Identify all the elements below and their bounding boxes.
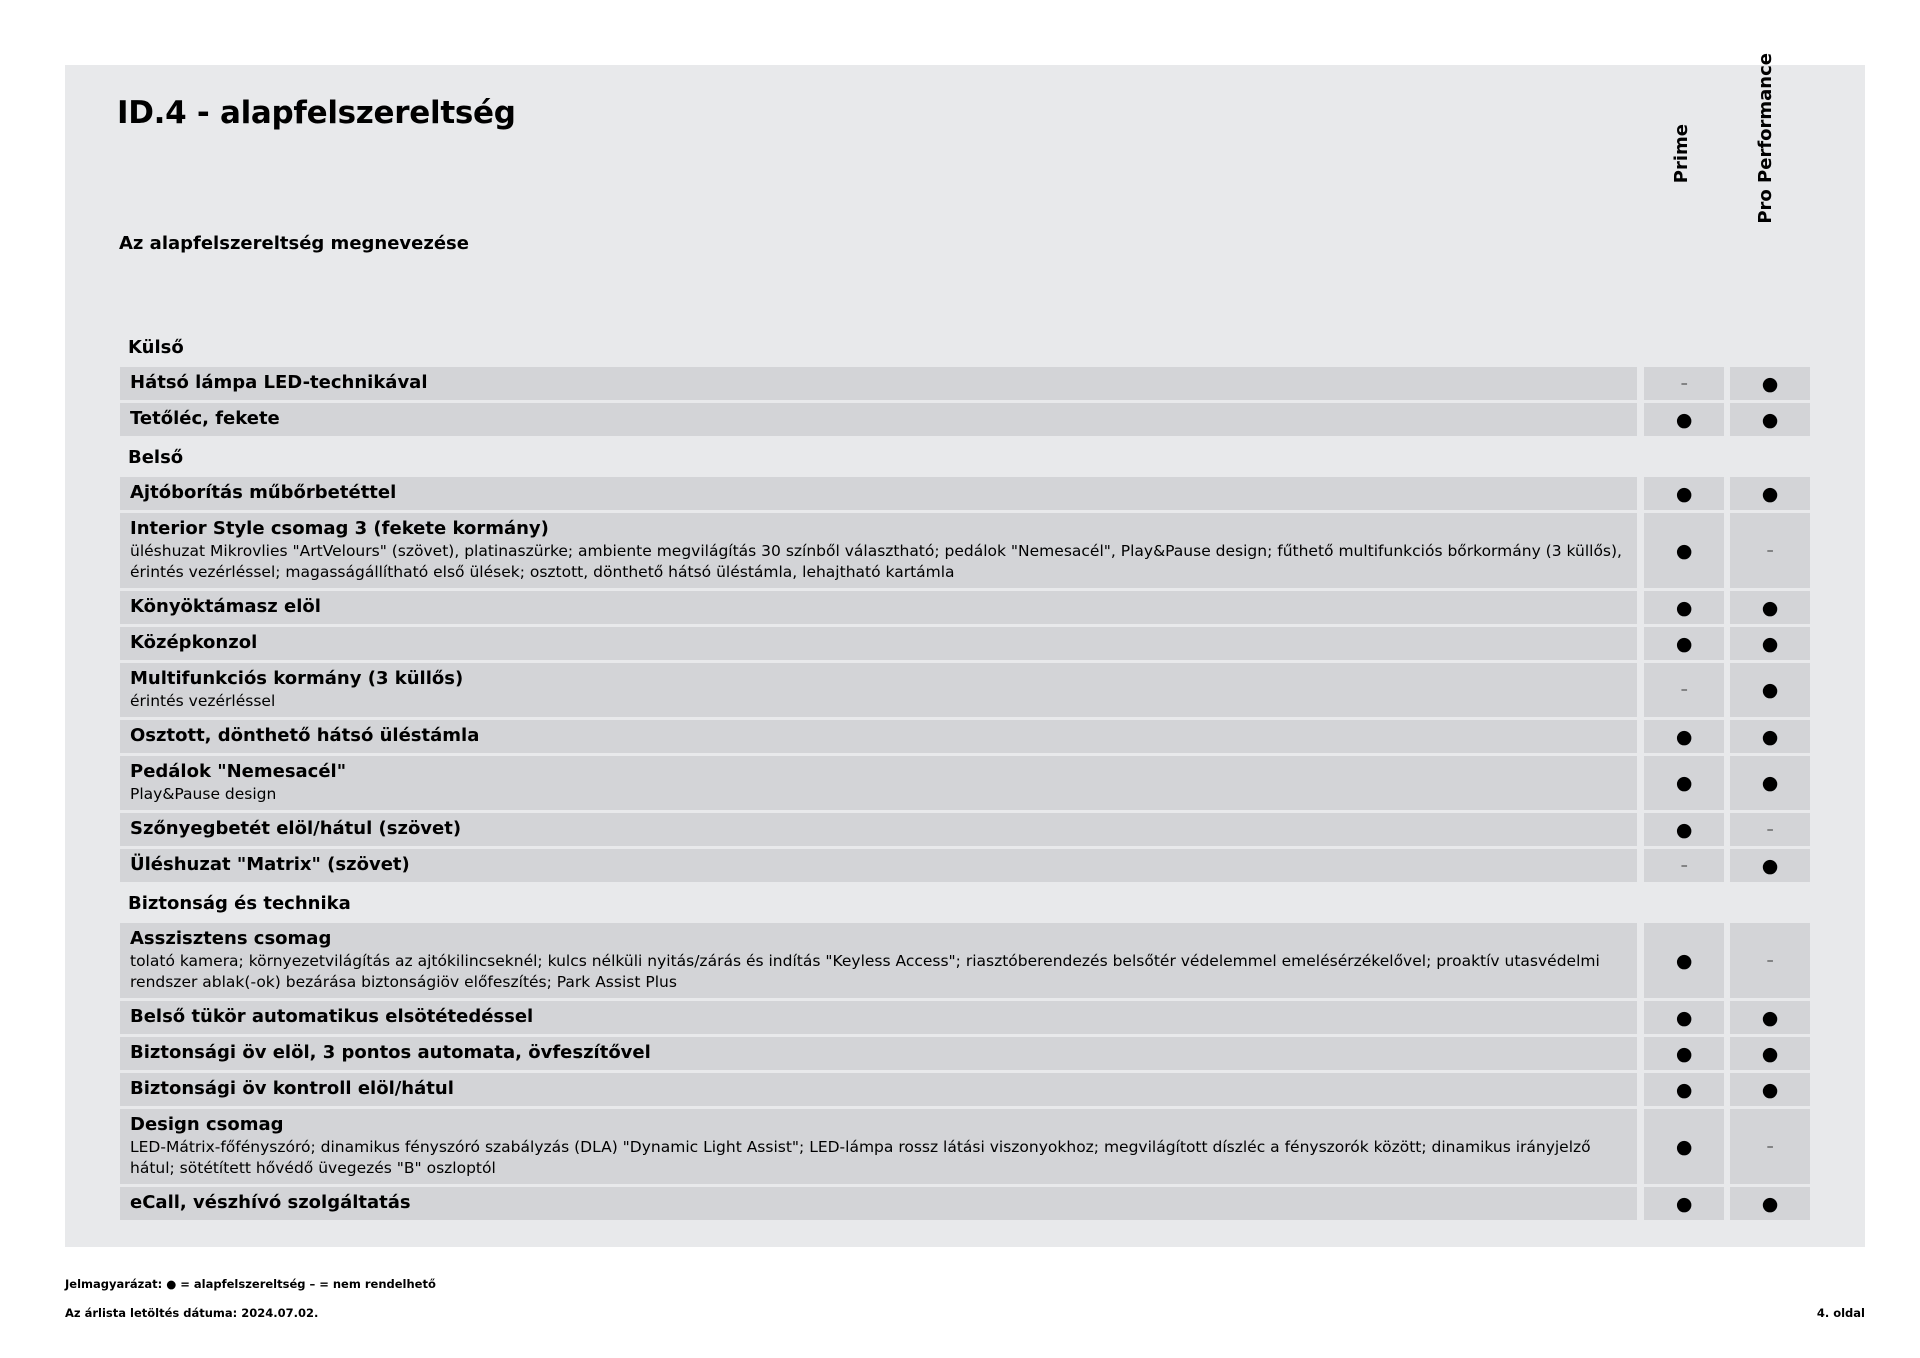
value-cell-prime bbox=[1644, 813, 1724, 846]
table-row bbox=[120, 1073, 1810, 1106]
feature-cell bbox=[120, 477, 1637, 510]
standard-mark: ● bbox=[1675, 772, 1693, 794]
not-available-mark: – bbox=[1680, 375, 1688, 392]
feature-name: Osztott, dönthető hátsó üléstámla bbox=[130, 725, 480, 746]
feature-description: tolató kamera; környezetvilágítás az ajtókilincseknél; kulcs nélküli nyitás/zárás és indítás "Keyless Access"; riasztóberendezés belsőtér védelemmel emelésérzékelővel; proaktív utasvédelmi rendszer ablak(-ok) bezárása biztonságiöv előfeszítés; Park Assist Plus bbox=[130, 952, 1600, 991]
value-cell-pro-performance bbox=[1730, 849, 1810, 882]
column-label: Az alapfelszereltség megnevezése bbox=[119, 233, 469, 254]
value-cell-pro-performance bbox=[1730, 756, 1810, 810]
feature-cell bbox=[120, 1109, 1637, 1184]
value-cell-prime bbox=[1644, 513, 1724, 588]
standard-mark: ● bbox=[1675, 482, 1693, 505]
table-row bbox=[120, 367, 1810, 400]
feature-cell bbox=[120, 1037, 1637, 1070]
feature-cell bbox=[120, 756, 1637, 810]
standard-mark: ● bbox=[1761, 632, 1779, 655]
feature-name: Biztonsági öv elöl, 3 pontos automata, övfeszítővel bbox=[130, 1042, 651, 1063]
feature-name: Pedálok "Nemesacél" bbox=[130, 761, 347, 782]
standard-mark: ● bbox=[1761, 772, 1779, 794]
feature-cell bbox=[120, 1001, 1637, 1034]
table-row bbox=[120, 923, 1810, 998]
feature-cell bbox=[120, 513, 1637, 588]
value-cell-prime bbox=[1644, 923, 1724, 998]
standard-mark: ● bbox=[1761, 1078, 1779, 1101]
standard-mark: ● bbox=[1761, 596, 1779, 619]
value-cell-prime bbox=[1644, 367, 1724, 400]
standard-mark: ● bbox=[1761, 482, 1779, 505]
value-cell-prime bbox=[1644, 756, 1724, 810]
feature-name: Belső tükör automatikus elsötétedéssel bbox=[130, 1006, 534, 1027]
value-cell-prime bbox=[1644, 1187, 1724, 1220]
feature-cell bbox=[120, 663, 1637, 717]
value-cell-pro-performance bbox=[1730, 1037, 1810, 1070]
feature-description: érintés vezérléssel bbox=[130, 692, 276, 710]
equipment-panel bbox=[65, 53, 1865, 1247]
value-cell-pro-performance bbox=[1730, 1187, 1810, 1220]
standard-mark: ● bbox=[1675, 1042, 1693, 1065]
feature-name: Könyöktámasz elöl bbox=[130, 596, 321, 617]
page-number: 4. oldal bbox=[1816, 1306, 1865, 1320]
feature-cell bbox=[120, 591, 1637, 624]
feature-cell bbox=[120, 403, 1637, 436]
feature-name: Üléshuzat "Matrix" (szövet) bbox=[130, 854, 410, 875]
feature-cell bbox=[120, 627, 1637, 660]
value-cell-pro-performance bbox=[1730, 513, 1810, 588]
table-row bbox=[120, 849, 1810, 882]
not-available-mark: – bbox=[1766, 952, 1774, 969]
feature-description: LED-Mátrix-főfényszóró; dinamikus fényszóró szabályzás (DLA) "Dynamic Light Assist"; LED-lámpa rossz látási viszonyokhoz; megvilágított díszléc a fényszorók között; dinamikus irányjelző hátul; sötétített hővédő üvegezés "B" oszloptól bbox=[130, 1138, 1591, 1177]
standard-mark: ● bbox=[1761, 1042, 1779, 1065]
table-row bbox=[120, 477, 1810, 510]
standard-mark: ● bbox=[1761, 372, 1779, 395]
standard-mark: ● bbox=[1761, 1192, 1779, 1215]
table-row bbox=[120, 756, 1810, 810]
feature-cell bbox=[120, 1187, 1637, 1220]
page-title: ID.4 - alapfelszereltség bbox=[117, 95, 516, 131]
table-row bbox=[120, 1187, 1810, 1220]
value-cell-pro-performance bbox=[1730, 923, 1810, 998]
value-cell-pro-performance bbox=[1730, 1001, 1810, 1034]
value-cell-pro-performance bbox=[1730, 720, 1810, 753]
feature-name: Középkonzol bbox=[130, 632, 258, 653]
value-cell-prime bbox=[1644, 403, 1724, 436]
value-cell-prime bbox=[1644, 1073, 1724, 1106]
legend: Jelmagyarázat: ● = alapfelszereltség – = nem rendelhető bbox=[65, 1277, 436, 1291]
standard-mark: ● bbox=[1675, 949, 1693, 972]
not-available-mark: – bbox=[1766, 1138, 1774, 1155]
section-heading: Belső bbox=[128, 447, 184, 468]
section-heading: Biztonság és technika bbox=[128, 893, 351, 914]
not-available-mark: – bbox=[1766, 821, 1774, 838]
table-row bbox=[120, 720, 1810, 753]
value-cell-pro-performance bbox=[1730, 813, 1810, 846]
value-cell-prime bbox=[1644, 477, 1724, 510]
feature-description: üléshuzat Mikrovlies "ArtVelours" (szövet), platinaszürke; ambiente megvilágítás 30 színből választható; pedálok "Nemesacél", Play&Pause design; fűthető multifunkciós bőrkormány (3 küllős), érintés vezérléssel; magasságállítható első ülések; osztott, dönthető hátsó üléstámla, lehajtható kartámla bbox=[130, 542, 1622, 581]
value-cell-prime bbox=[1644, 849, 1724, 882]
section-heading: Külső bbox=[128, 337, 184, 358]
table-row bbox=[120, 663, 1810, 717]
value-cell-prime bbox=[1644, 1109, 1724, 1184]
value-cell-prime bbox=[1644, 1037, 1724, 1070]
feature-name: Biztonsági öv kontroll elöl/hátul bbox=[130, 1078, 454, 1099]
table-row bbox=[120, 1001, 1810, 1034]
feature-cell bbox=[120, 849, 1637, 882]
standard-mark: ● bbox=[1761, 408, 1779, 431]
table-row bbox=[120, 1109, 1810, 1184]
feature-name: Interior Style csomag 3 (fekete kormány) bbox=[130, 518, 549, 539]
value-cell-pro-performance bbox=[1730, 367, 1810, 400]
value-cell-pro-performance bbox=[1730, 403, 1810, 436]
value-cell-prime bbox=[1644, 591, 1724, 624]
standard-mark: ● bbox=[1761, 854, 1779, 877]
table-row bbox=[120, 591, 1810, 624]
value-cell-prime bbox=[1644, 627, 1724, 660]
feature-name: Ajtóborítás műbőrbetéttel bbox=[130, 482, 397, 503]
feature-name: Szőnyegbetét elöl/hátul (szövet) bbox=[130, 818, 462, 839]
value-cell-pro-performance bbox=[1730, 477, 1810, 510]
table-row bbox=[120, 513, 1810, 588]
feature-name: Asszisztens csomag bbox=[130, 928, 332, 949]
standard-mark: ● bbox=[1675, 1078, 1693, 1101]
column-header-prime: Prime bbox=[1671, 123, 1692, 183]
standard-mark: ● bbox=[1761, 725, 1779, 748]
feature-name: Hátsó lámpa LED-technikával bbox=[130, 372, 428, 393]
standard-mark: ● bbox=[1761, 679, 1779, 701]
feature-name: eCall, vészhívó szolgáltatás bbox=[130, 1192, 411, 1213]
not-available-mark: – bbox=[1766, 542, 1774, 559]
standard-mark: ● bbox=[1675, 725, 1693, 748]
feature-cell bbox=[120, 1073, 1637, 1106]
standard-mark: ● bbox=[1675, 818, 1693, 841]
feature-name: Multifunkciós kormány (3 küllős) bbox=[130, 668, 464, 689]
table-row bbox=[120, 1037, 1810, 1070]
feature-name: Tetőléc, fekete bbox=[130, 408, 280, 429]
standard-mark: ● bbox=[1675, 596, 1693, 619]
value-cell-prime bbox=[1644, 720, 1724, 753]
standard-mark: ● bbox=[1761, 1006, 1779, 1029]
download-date: Az árlista letöltés dátuma: 2024.07.02. bbox=[65, 1306, 319, 1320]
value-cell-pro-performance bbox=[1730, 627, 1810, 660]
feature-cell bbox=[120, 813, 1637, 846]
standard-mark: ● bbox=[1675, 632, 1693, 655]
feature-cell bbox=[120, 720, 1637, 753]
standard-mark: ● bbox=[1675, 408, 1693, 431]
table-row bbox=[120, 813, 1810, 846]
standard-mark: ● bbox=[1675, 1006, 1693, 1029]
column-header-pro-performance: Pro Performance bbox=[1755, 53, 1776, 224]
feature-cell bbox=[120, 923, 1637, 998]
table-row bbox=[120, 403, 1810, 436]
standard-mark: ● bbox=[1675, 1192, 1693, 1215]
standard-mark: ● bbox=[1675, 1135, 1693, 1158]
equipment-table bbox=[120, 329, 1810, 1223]
not-available-mark: – bbox=[1680, 682, 1688, 698]
value-cell-pro-performance bbox=[1730, 591, 1810, 624]
value-cell-prime bbox=[1644, 663, 1724, 717]
table-row bbox=[120, 627, 1810, 660]
not-available-mark: – bbox=[1680, 857, 1688, 874]
standard-mark: ● bbox=[1675, 539, 1693, 562]
value-cell-prime bbox=[1644, 1001, 1724, 1034]
feature-name: Design csomag bbox=[130, 1114, 284, 1135]
value-cell-pro-performance bbox=[1730, 663, 1810, 717]
value-cell-pro-performance bbox=[1730, 1073, 1810, 1106]
value-cell-pro-performance bbox=[1730, 1109, 1810, 1184]
feature-cell bbox=[120, 367, 1637, 400]
feature-description: Play&Pause design bbox=[130, 785, 277, 803]
